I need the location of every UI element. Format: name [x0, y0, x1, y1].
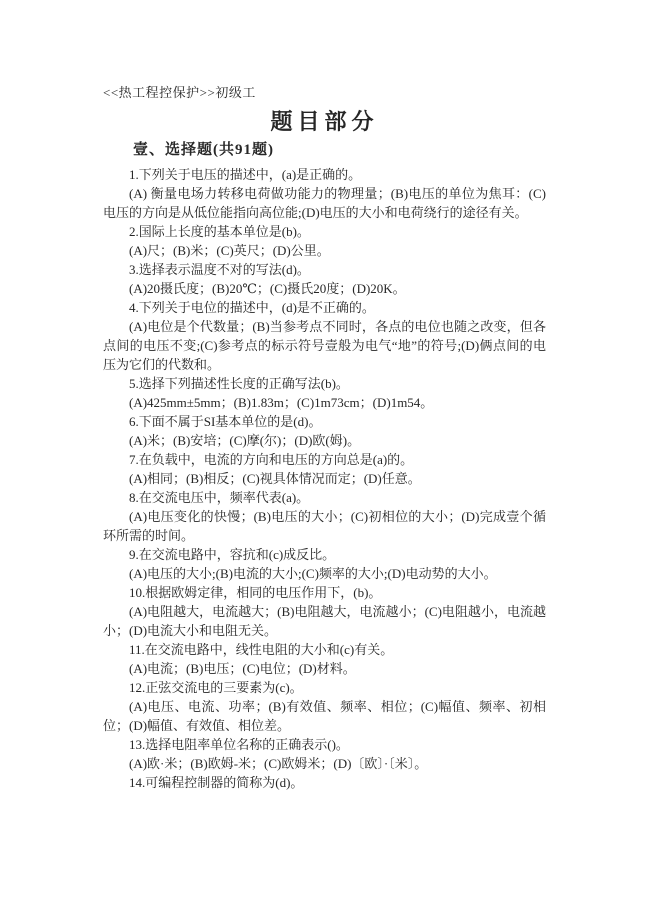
question-text: 3.选择表示温度不对的写法(d)。: [129, 262, 310, 277]
question-options: (A)电阻越大，电流越大；(B)电阻越大，电流越小；(C)电阻越小，电流越小；(D)电流大小和电阻无关。: [103, 604, 546, 638]
question-options: (A)电位是个代数量；(B)当参考点不同时，各点的电位也随之改变，但各点间的电压不变;(C)参考点的标示符号壹般为电气“地”的符号;(D)俩点间的电压为它们的代数和。: [103, 319, 546, 372]
question-text: 4.下列关于电位的描述中，(d)是不正确的。: [129, 300, 375, 315]
question-options: (A)米；(B)安培；(C)摩(尔)；(D)欧(姆)。: [129, 433, 361, 448]
question-text: 10.根据欧姆定律，相同的电压作用下，(b)。: [129, 585, 382, 600]
question-text: 1.下列关于电压的描述中，(a)是正确的。: [129, 167, 362, 182]
question-options: (A) 衡量电场力转移电荷做功能力的物理量；(B)电压的单位为焦耳：(C)电压的方向是从低位能指向高位能;(D)电压的大小和电荷绕行的途径有关。: [103, 186, 546, 220]
question-options: (A)欧·米；(B)欧姆-米；(C)欧姆米；(D)〔欧〕·〔米〕。: [129, 756, 428, 771]
question-text: 2.国际上长度的基本单位是(b)。: [129, 224, 310, 239]
question-options: (A)电压变化的快慢；(B)电压的大小；(C)初相位的大小；(D)完成壹个循环所需的时间。: [103, 509, 546, 543]
question-options: (A)电压、电流、功率；(B)有效值、频率、相位；(C)幅值、频率、初相位；(D)幅值、有效值、相位差。: [103, 699, 546, 733]
question-text: 11.在交流电路中，线性电阻的大小和(c)有关。: [129, 642, 394, 657]
question-text: 8.在交流电压中，频率代表(a)。: [129, 490, 310, 505]
question-text: 13.选择电阻率单位名称的正确表示()。: [129, 737, 349, 752]
question-text: 14.可编程控制器的简称为(d)。: [129, 775, 304, 790]
question-options: (A)电流；(B)电压；(C)电位；(D)材料。: [129, 661, 356, 676]
question-options: (A)尺；(B)米；(C)英尺；(D)公里。: [129, 243, 330, 258]
page-title: 题目部分: [270, 109, 379, 134]
section-heading: 壹、选择题(共91题): [133, 142, 274, 158]
question-text: 6.下面不属于SI基本单位的是(d)。: [129, 414, 322, 429]
question-options: (A)425mm±5mm；(B)1.83m；(C)1m73cm；(D)1m54。: [129, 395, 434, 410]
question-options: (A)20摄氏度；(B)20℃；(C)摄氏20度；(D)20K。: [129, 281, 406, 296]
doc-header: <<热工程控保护>>初级工: [103, 85, 256, 100]
question-options: (A)电压的大小;(B)电流的大小;(C)频率的大小;(D)电动势的大小。: [129, 566, 497, 581]
question-text: 12.正弦交流电的三要素为(c)。: [129, 680, 303, 695]
question-options: (A)相同；(B)相反；(C)视具体情况而定；(D)任意。: [129, 471, 421, 486]
question-list: [103, 165, 546, 792]
question-text: 5.选择下列描述性长度的正确写法(b)。: [129, 376, 349, 391]
question-text: 7.在负载中，电流的方向和电压的方向总是(a)的。: [129, 452, 414, 467]
question-text: 9.在交流电路中，容抗和(c)成反比。: [129, 547, 336, 562]
